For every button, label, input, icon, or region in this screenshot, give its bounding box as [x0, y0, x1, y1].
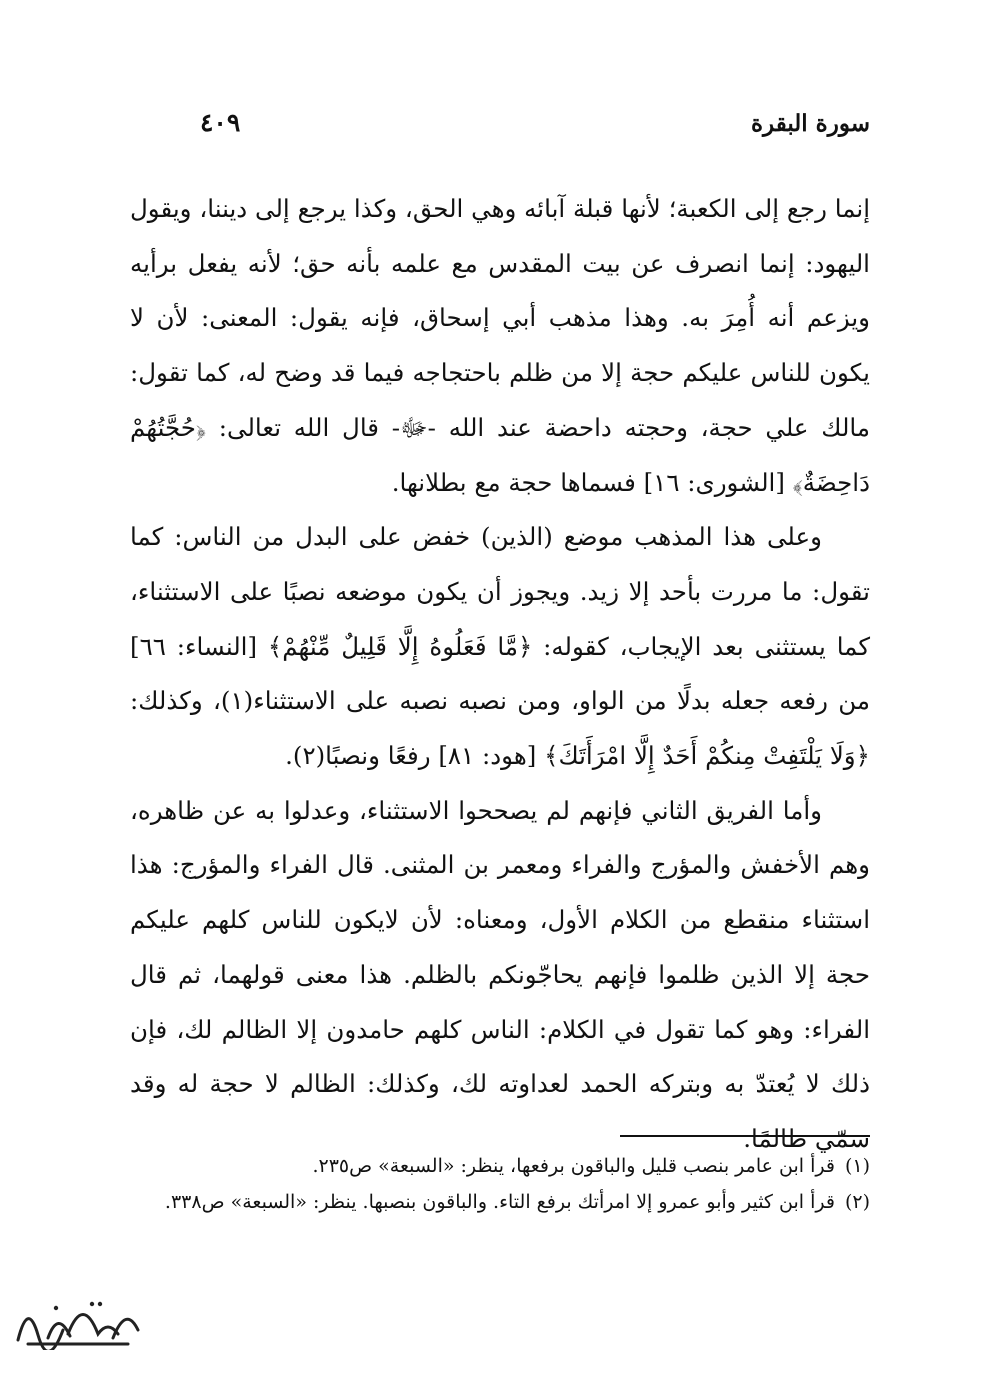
main-text	[130, 182, 870, 1167]
footnotes	[130, 1148, 870, 1220]
footnote-text: قرأ ابن كثير وأبو عمرو إلا امرأتك برفع التاء. والباقون بنصبها. ينظر: «السبعة» ص٣٣٨.	[164, 1191, 835, 1213]
surah-title: سورة البقرة	[750, 110, 870, 137]
calligraphic-logo-icon	[8, 1290, 148, 1350]
footnote-item	[130, 1184, 870, 1220]
footnote-number: (١)	[844, 1155, 870, 1177]
footnote-item	[130, 1148, 870, 1184]
page-header	[130, 110, 870, 150]
footnote-number: (٢)	[844, 1191, 870, 1213]
paragraph: وأما الفريق الثاني فإنهم لم يصححوا الاستثناء، وعدلوا به عن ظاهره، وهم الأخفش والمؤرج والفراء ومعمر بن المثنى. قال الفراء والمؤرج: هذا استثناء منقطع من الكلام الأول، ومعناه: لأن لايكون للناس كلهم عليكم حجة إلا الذين ظلموا فإنهم يحاجّونكم بالظلم. هذا معنى قولهما، ثم قال الفراء: وهو كما تقول في الكلام: الناس كلهم حامدون إلا الظالم لك، فإن ذلك لا يُعتدّ به وبتركه الحمد لعداوته لك، وكذلك: الظالم لا حجة له وقد سمّي ظالمًا.	[130, 795, 870, 1153]
paragraph: إنما رجع إلى الكعبة؛ لأنها قبلة آبائه وهي الحق، وكذا يرجع إلى ديننا، ويقول اليهود: إنما انصرف عن بيت المقدس مع علمه بأنه حق؛ لأنه يفعل برأيه ويزعم أنه أُمِرَ به. وهذا مذهب أبي إسحاق، فإنه يقول: المعنى: لأن لا يكون للناس عليكم حجة إلا من ظلم باحتجاجه فيما قد وضح له، كما تقول: مالك علي حجة، وحجته داحضة عند الله -ﷻ- قال الله تعالى: ﴿حُجَّتُهُمْ دَاحِضَةٌ﴾ [الشورى: ١٦] فسماها حجة مع بطلانها.	[130, 194, 870, 497]
paragraph: وعلى هذا المذهب موضع (الذين) خفض على البدل من الناس: كما تقول: ما مررت بأحد إلا زيد. ويجوز أن يكون موضعه نصبًا على الاستثناء، كما يستثنى بعد الإيجاب، كقوله: ﴿مَّا فَعَلُوهُ إِلَّا قَلِيلٌ مِّنْهُمْ﴾ [النساء: ٦٦] من رفعه جعله بدلًا من الواو، ومن نصبه نصبه على الاستثناء(١)، وكذلك: ﴿وَلَا يَلْتَفِتْ مِنكُمْ أَحَدٌ إِلَّا امْرَأَتَكَ﴾ [هود: ٨١] رفعًا ونصبًا(٢).	[130, 522, 871, 771]
footnote-divider	[620, 1135, 870, 1137]
page-number: ٤٠٩	[200, 108, 241, 137]
footnote-text: قرأ ابن عامر بنصب قليل والباقون برفعها، ينظر: «السبعة» ص٢٣٥.	[312, 1155, 835, 1177]
